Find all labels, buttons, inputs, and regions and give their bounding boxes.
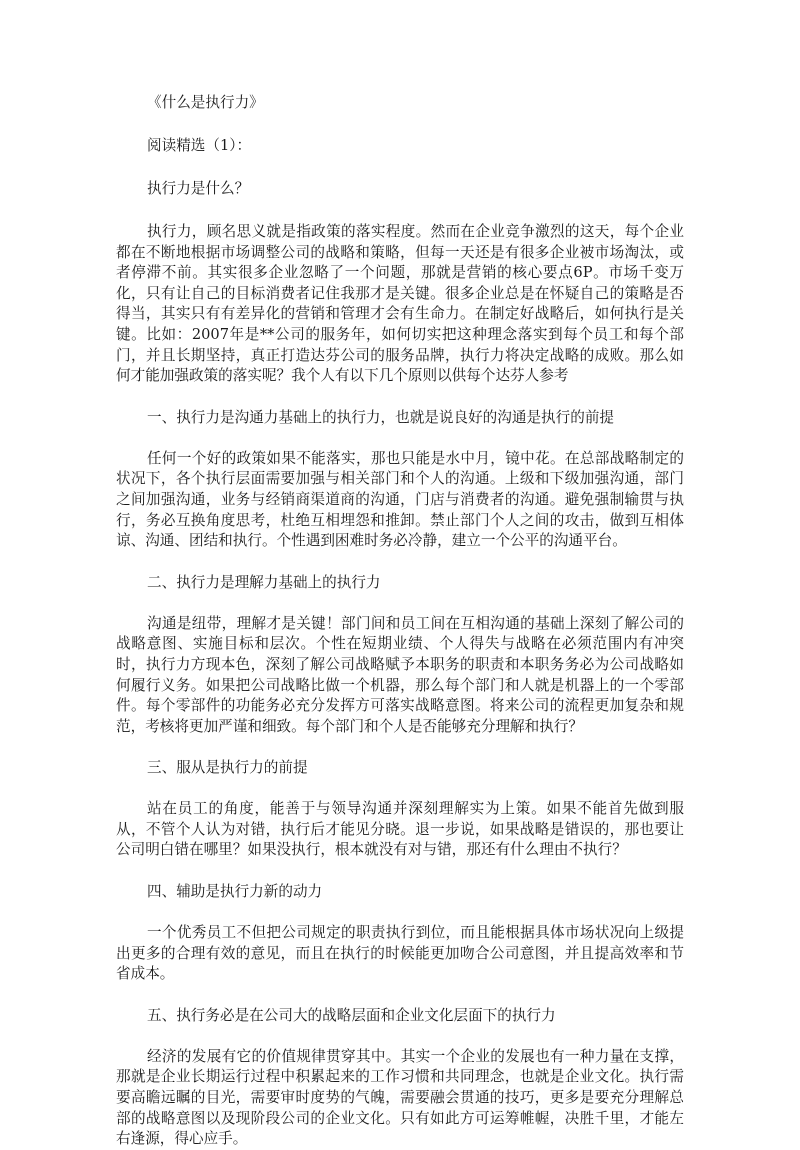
section-heading: 二、执行力是理解力基础上的执行力 [147, 573, 381, 591]
section-paragraph: 任何一个好的政策如果不能落实，那也只能是水中月，镜中花。在总部战略制定的状况下，各个执行层面需要加强与相关部门和个人的沟通。上级和下级加强沟通，部门之间加强沟通，业务与经销商渠道商的沟通，门店与消费者的沟通。避免强制输贯与执行，务必互换角度思考，杜绝互相埋怨和推卸。禁止部门个人之间的攻击，做到互相体谅、沟通、团结和执行。个性遇到困难时务必冷静，建立一个公平的沟通平台。 [116, 449, 684, 550]
doc-question: 执行力是什么？ [147, 180, 250, 197]
section-heading: 四、辅助是执行力新的动力 [147, 883, 323, 901]
doc-title: 《什么是执行力》 [147, 94, 264, 111]
section-paragraph: 一个优秀员工不但把公司规定的职责执行到位，而且能根据具体市场状况向上级提出更多的合理有效的意见，而且在执行的时候能更加吻合公司意图，并且提高效率和节省成本。 [116, 924, 684, 983]
section-heading: 三、服从是执行力的前提 [147, 759, 308, 777]
intro-paragraph: 执行力，顾名思义就是指政策的落实程度。然而在企业竞争激烈的这天，每个企业都在不断地根据市场调整公司的战略和策略，但每一天还是有很多企业被市场淘汰，或者停滞不前。其实很多企业忽略了一个问题，那就是营销的核心要点6P。市场千变万化，只有让自己的目标消费者记住我那才是关键。很多企业总是在怀疑自己的策略是否得当，其实只有有差异化的营销和管理才会有生命力。在制定好战略后，如何执行是关键。比如：2007年是**公司的服务年，如何切实把这种理念落实到每个员工和每个部门，并且长期坚持，真正打造达芬公司的服务品牌，执行力将决定战略的成败。那么如何才能加强政策的落实呢？我个人有以下几个原则以供每个达芬人参考 [116, 223, 684, 385]
section-heading: 五、执行务必是在公司大的战略层面和企业文化层面下的执行力 [147, 1006, 556, 1024]
section-paragraph: 经济的发展有它的价值规律贯穿其中。其实一个企业的发展也有一种力量在支撑，那就是企业长期运行过程中积累起来的工作习惯和共同理念，也就是企业文化。执行需要高瞻远瞩的目光，需要审时度势的气魄，需要融会贯通的技巧，更多是要充分理解总部的战略意图以及现阶段公司的企业文化。只有如此方可运筹帷幄，决胜千里，才能左右逢源，得心应手。 [116, 1047, 684, 1148]
section-paragraph: 站在员工的角度，能善于与领导沟通并深刻理解实为上策。如果不能首先做到服从，不管个人认为对错，执行后才能见分晓。退一步说，如果战略是错误的，那也要让公司明白错在哪里？如果没执行，根本就没有对与错，那还有什么理由不执行？ [116, 800, 684, 859]
section-heading: 一、执行力是沟通力基础上的执行力，也就是说良好的沟通是执行的前提 [147, 408, 615, 426]
section-paragraph: 沟通是纽带，理解才是关键！部门间和员工间在互相沟通的基础上深刻了解公司的战略意图、实施目标和层次。个性在短期业绩、个人得失与战略在必须范围内有冲突时，执行力方现本色，深刻了解公司战略赋予本职务的职责和本职务务必为公司战略如何履行义务。如果把公司战略比做一个机器，那么每个部门和人就是机器上的一个零部件。每个零部件的功能务必充分发挥方可落实战略意图。将来公司的流程更加复杂和规范，考核将更加严谨和细致。每个部门和个人是否能够充分理解和执行？ [116, 614, 684, 735]
doc-lead: 阅读精选（1）： [147, 137, 252, 154]
